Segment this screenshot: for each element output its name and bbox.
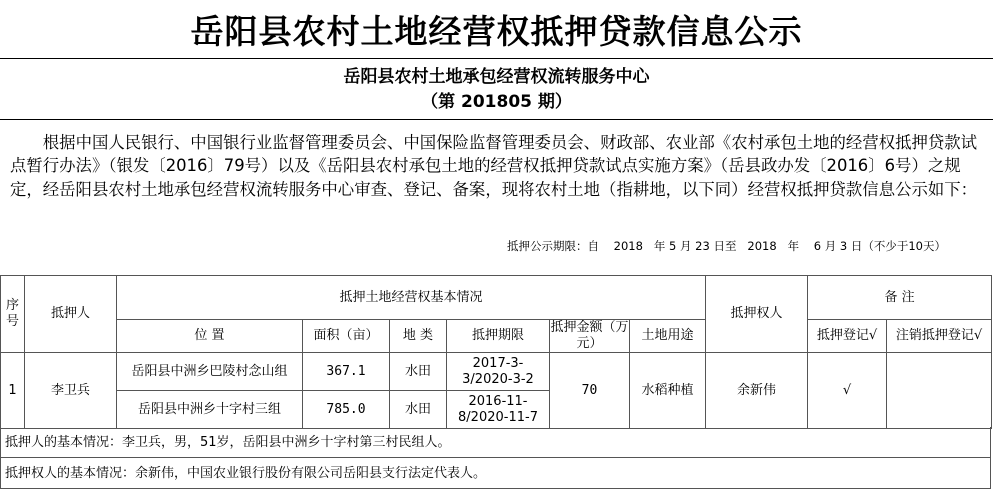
parcel-location: 岳阳县中洲乡巴陵村念山组 bbox=[117, 353, 303, 391]
record-mortgagor: 李卫兵 bbox=[25, 353, 117, 429]
header-mortgagee: 抵押权人 bbox=[706, 276, 808, 353]
header-seq: 序号 bbox=[1, 276, 25, 353]
header-remarks: 备 注 bbox=[808, 276, 992, 320]
parcel-term-end: 3/2020-3-2 bbox=[462, 371, 534, 387]
header-cancelled: 注销抵押登记√ bbox=[887, 320, 992, 353]
parcel-land-type: 水田 bbox=[390, 391, 447, 429]
issue-number: （第 201805 期） bbox=[421, 92, 572, 112]
header-term: 抵押期限 bbox=[447, 320, 550, 353]
header-amount: 抵押金额（万元） bbox=[550, 320, 629, 351]
parcel-term-start: 2017-3- bbox=[472, 355, 524, 371]
mortgagee-info: 抵押权人的基本情况：余新伟，中国农业银行股份有限公司岳阳县支行法定代表人。 bbox=[0, 458, 991, 489]
parcel-term bbox=[447, 391, 550, 429]
parcel-area: 367.1 bbox=[303, 353, 390, 391]
record-amount: 70 bbox=[550, 353, 630, 429]
parcel-term-start: 2016-11- bbox=[468, 393, 528, 409]
header-usage: 土地用途 bbox=[630, 320, 706, 353]
header-land-group: 抵押土地经营权基本情况 bbox=[117, 276, 706, 320]
parcel-term-end: 8/2020-11-7 bbox=[458, 409, 538, 425]
page-title: 岳阳县农村土地经营权抵押贷款信息公示 bbox=[190, 11, 803, 51]
parcel-area: 785.0 bbox=[303, 391, 390, 429]
issuing-organization: 岳阳县农村土地承包经营权流转服务中心 bbox=[343, 67, 650, 87]
record-usage: 水稻种植 bbox=[630, 353, 706, 429]
subtitle-row bbox=[0, 59, 993, 120]
parcel-location: 岳阳县中洲乡十字村三组 bbox=[117, 391, 303, 429]
header-mortgagor: 抵押人 bbox=[25, 276, 117, 353]
mortgagor-info: 抵押人的基本情况：李卫兵，男，51岁，岳阳县中洲乡十字村第三村民组人。 bbox=[0, 427, 991, 458]
header-area: 面积（亩） bbox=[303, 320, 390, 353]
record-mortgagee: 余新伟 bbox=[706, 353, 808, 429]
parcel-term bbox=[447, 353, 550, 391]
record-registered-check: √ bbox=[808, 353, 887, 429]
parcel-land-type: 水田 bbox=[390, 353, 447, 391]
mortgage-table bbox=[0, 275, 992, 429]
record-cancelled-check bbox=[887, 353, 992, 429]
header-land-type: 地 类 bbox=[390, 320, 447, 353]
intro-paragraph: 根据中国人民银行、中国银行业监督管理委员会、中国保险监督管理委员会、财政部、农业部《农村承包土地的经营权抵押贷款试点暂行办法》（银发〔2016〕79号）以及《岳阳县农村承包土地的经营权抵押贷款试点实施方案》（岳县政办发〔2016〕6号）之规定，经岳阳县农村土地承包经营权流转服务中心审查、登记、备案，现将农村土地（指耕地，以下同）经营权抵押贷款信息公示如下： bbox=[10, 133, 978, 199]
table-row bbox=[1, 353, 992, 391]
header-registered: 抵押登记√ bbox=[808, 320, 887, 353]
publicity-period: 抵押公示期限：自 2018 年 5 月 23 日至 2018 年 6 月 3 日（不少于10天） bbox=[507, 239, 946, 253]
record-seq: 1 bbox=[1, 353, 25, 429]
title-row bbox=[0, 0, 993, 59]
header-location: 位 置 bbox=[117, 320, 303, 353]
